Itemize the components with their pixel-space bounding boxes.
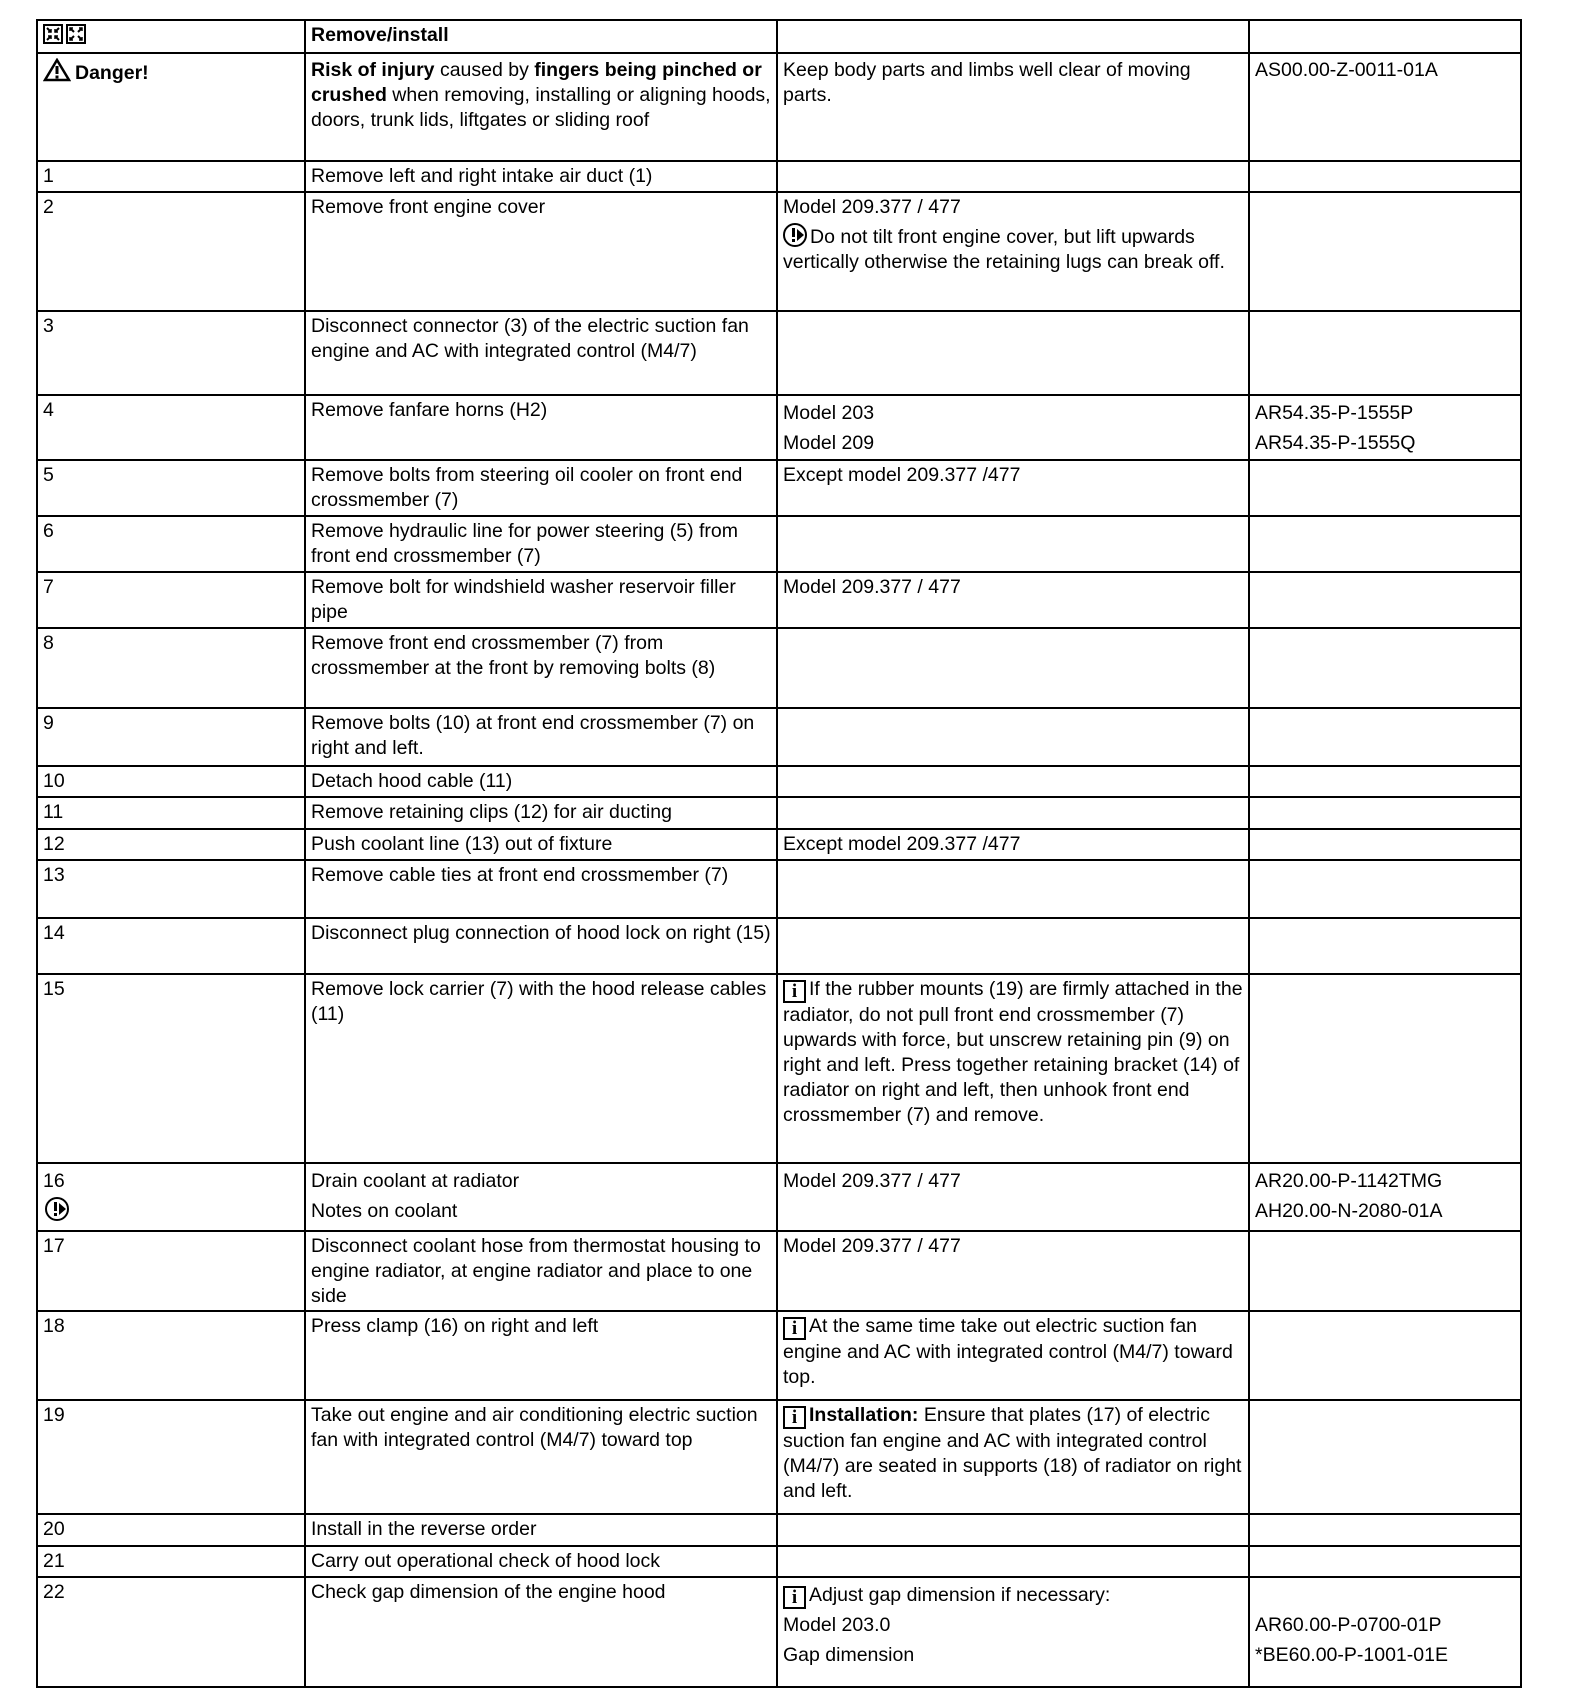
step-row (37, 311, 1521, 395)
step-note (777, 708, 1249, 766)
step-number: 10 (37, 766, 305, 797)
step-number: 19 (37, 1400, 305, 1514)
step-note (777, 1311, 1249, 1400)
step-note (777, 860, 1249, 918)
step-note-line: Gap dimension (783, 1644, 915, 1666)
warning-icon (43, 58, 71, 82)
step-row (37, 161, 1521, 192)
step-text: Push coolant line (13) out of fixture (305, 829, 777, 860)
step-ref (1249, 1163, 1521, 1231)
step-text: Remove bolts (10) at front end crossmember (7) on right and left. (305, 708, 777, 766)
danger-risk-bold: Risk of injury (311, 59, 435, 81)
step-note (777, 1577, 1249, 1687)
step-number: 4 (37, 395, 305, 460)
step-number: 12 (37, 829, 305, 860)
step-text: Disconnect connector (3) of the electric suction fan engine and AC with integrated control (M4/7) (305, 311, 777, 395)
step-ref (1249, 918, 1521, 974)
step-ref-line: *BE60.00-P-1001-01E (1255, 1644, 1448, 1666)
step-note-text: Ensure that plates (17) of electric suction fan engine and AC with integrated control (M4/7) are seated in supports (18) of radiator on right and left. (783, 1404, 1242, 1502)
step-ref-line: AR20.00-P-1142TMG (1255, 1170, 1443, 1192)
step-note-text: At the same time take out electric suction fan engine and AC with integrated control (M4/7) toward top. (783, 1315, 1233, 1388)
step-note (777, 918, 1249, 974)
step-ref (1249, 1514, 1521, 1546)
step-row (37, 708, 1521, 766)
step-ref (1249, 192, 1521, 311)
step-ref (1249, 708, 1521, 766)
info-icon: i (783, 1317, 806, 1340)
step-number (37, 1163, 305, 1231)
danger-risk-bold: fingers being pinched or crushed (311, 59, 762, 106)
step-text: Disconnect plug connection of hood lock on right (15) (305, 918, 777, 974)
header-row (37, 20, 1521, 53)
step-number: 22 (37, 1577, 305, 1687)
step-ref-line: AR54.35-P-1555Q (1255, 432, 1416, 454)
step-ref (1249, 516, 1521, 572)
step-note-bold: Installation: (809, 1404, 919, 1426)
step-text: Remove fanfare horns (H2) (305, 395, 777, 460)
step-ref (1249, 860, 1521, 918)
step-note (777, 974, 1249, 1163)
step-number: 8 (37, 628, 305, 708)
step-ref (1249, 1577, 1521, 1687)
step-ref (1249, 572, 1521, 628)
step-note (777, 161, 1249, 192)
step-note (777, 311, 1249, 395)
step-number-text: 16 (43, 1170, 65, 1192)
step-ref-spacer (1255, 1580, 1515, 1610)
step-row (37, 797, 1521, 829)
step-note-body (783, 223, 1243, 275)
step-text: Remove left and right intake air duct (1) (305, 161, 777, 192)
danger-row (37, 53, 1521, 161)
step-ref-line: AR54.35-P-1555P (1255, 402, 1414, 424)
step-number-icon-line (43, 1196, 299, 1226)
step-text: Remove cable ties at front end crossmember (7) (305, 860, 777, 918)
step-number: 9 (37, 708, 305, 766)
danger-ref: AS00.00-Z-0011-01A (1249, 53, 1521, 161)
step-note (777, 192, 1249, 311)
step-row (37, 860, 1521, 918)
step-ref (1249, 766, 1521, 797)
step-note: Model 209.377 / 477 (777, 1163, 1249, 1231)
step-row (37, 460, 1521, 516)
step-ref (1249, 628, 1521, 708)
step-ref (1249, 797, 1521, 829)
step-text: Detach hood cable (11) (305, 766, 777, 797)
step-note (777, 395, 1249, 460)
step-note-line: Model 209 (783, 432, 875, 454)
step-ref-line: AR60.00-P-0700-01P (1255, 1614, 1442, 1636)
step-text: Remove front end crossmember (7) from crossmember at the front by removing bolts (8) (305, 628, 777, 708)
step-note-body (783, 1580, 1243, 1610)
step-text: Install in the reverse order (305, 1514, 777, 1546)
step-note-text: Do not tilt front engine cover, but lift upwards vertically otherwise the retaining lugs can break off. (783, 226, 1225, 273)
step-text (305, 1163, 777, 1231)
step-ref (1249, 460, 1521, 516)
step-number: 3 (37, 311, 305, 395)
step-row (37, 1400, 1521, 1514)
step-note (777, 516, 1249, 572)
step-note: Model 209.377 / 477 (777, 1231, 1249, 1311)
step-ref (1249, 1400, 1521, 1514)
step-note-text: If the rubber mounts (19) are firmly attached in the radiator, do not pull front end crossmember (7) upwards with force, but unscrew retaining pin (9) on right and left. Press together retaining bracket (14) of radiator on right and left, then unhook front end crossmember (7) and remove. (783, 978, 1243, 1126)
step-text: Remove lock carrier (7) with the hood release cables (11) (305, 974, 777, 1163)
note-icon (45, 1197, 69, 1221)
step-note (777, 1546, 1249, 1577)
step-note-line: Model 203 (783, 402, 875, 424)
step-row (37, 1546, 1521, 1577)
step-text: Carry out operational check of hood lock (305, 1546, 777, 1577)
step-text: Remove front engine cover (305, 192, 777, 311)
danger-action: Keep body parts and limbs well clear of moving parts. (777, 53, 1249, 161)
header-icons-cell (37, 20, 305, 53)
step-note-line: Model 209.377 / 477 (783, 196, 961, 218)
step-number: 14 (37, 918, 305, 974)
step-text: Remove hydraulic line for power steering (5) from front end crossmember (7) (305, 516, 777, 572)
step-number: 20 (37, 1514, 305, 1546)
header-empty-cell (1249, 20, 1521, 53)
step-ref (1249, 1231, 1521, 1311)
step-row (37, 918, 1521, 974)
step-note-text: Adjust gap dimension if necessary: (809, 1584, 1111, 1606)
step-number: 6 (37, 516, 305, 572)
step-row (37, 572, 1521, 628)
step-number: 11 (37, 797, 305, 829)
step-number: 5 (37, 460, 305, 516)
step-ref (1249, 829, 1521, 860)
step-text: Remove retaining clips (12) for air ducting (305, 797, 777, 829)
step-row (37, 1163, 1521, 1231)
step-row (37, 1311, 1521, 1400)
remove-icon (43, 24, 63, 44)
step-row (37, 516, 1521, 572)
danger-label: Danger! (75, 62, 149, 84)
step-note: Except model 209.377 /477 (777, 460, 1249, 516)
info-icon: i (783, 1586, 806, 1609)
info-icon: i (783, 980, 806, 1003)
header-title: Remove/install (305, 20, 777, 53)
step-row (37, 829, 1521, 860)
step-row (37, 1231, 1521, 1311)
step-ref (1249, 395, 1521, 460)
step-note (777, 1400, 1249, 1514)
danger-description (305, 53, 777, 161)
step-text-line: Drain coolant at radiator (311, 1170, 520, 1192)
info-icon: i (783, 1406, 806, 1429)
step-ref (1249, 311, 1521, 395)
step-number: 18 (37, 1311, 305, 1400)
step-number: 1 (37, 161, 305, 192)
step-note (777, 797, 1249, 829)
danger-cell (37, 53, 305, 161)
step-number: 2 (37, 192, 305, 311)
step-note-line: Model 203.0 (783, 1614, 891, 1636)
header-empty-cell (777, 20, 1249, 53)
step-number: 21 (37, 1546, 305, 1577)
step-ref (1249, 1546, 1521, 1577)
step-text-line: Notes on coolant (311, 1200, 458, 1222)
step-number: 13 (37, 860, 305, 918)
step-ref (1249, 161, 1521, 192)
step-ref-line: AH20.00-N-2080-01A (1255, 1200, 1443, 1222)
step-number: 7 (37, 572, 305, 628)
step-row (37, 766, 1521, 797)
step-ref (1249, 974, 1521, 1163)
danger-risk-text: caused by (434, 59, 535, 81)
step-row (37, 395, 1521, 460)
step-note (777, 1514, 1249, 1546)
procedure-table (36, 19, 1522, 1688)
step-text: Remove bolt for windshield washer reservoir filler pipe (305, 572, 777, 628)
step-text: Press clamp (16) on right and left (305, 1311, 777, 1400)
step-row (37, 192, 1521, 311)
step-ref (1249, 1311, 1521, 1400)
step-note: Except model 209.377 /477 (777, 829, 1249, 860)
step-row (37, 1577, 1521, 1687)
install-icon (66, 24, 86, 44)
danger-risk-text: when removing, installing or aligning hoods, doors, trunk lids, liftgates or sliding roof (311, 84, 771, 131)
step-text: Check gap dimension of the engine hood (305, 1577, 777, 1687)
step-note: Model 209.377 / 477 (777, 572, 1249, 628)
step-text: Remove bolts from steering oil cooler on front end crossmember (7) (305, 460, 777, 516)
step-row (37, 628, 1521, 708)
step-number: 15 (37, 974, 305, 1163)
step-note (777, 628, 1249, 708)
step-note (777, 766, 1249, 797)
step-row (37, 1514, 1521, 1546)
step-text: Take out engine and air conditioning electric suction fan with integrated control (M4/7) toward top (305, 1400, 777, 1514)
step-text: Disconnect coolant hose from thermostat housing to engine radiator, at engine radiator and place to one side (305, 1231, 777, 1311)
note-icon (783, 223, 807, 247)
step-number: 17 (37, 1231, 305, 1311)
step-row (37, 974, 1521, 1163)
